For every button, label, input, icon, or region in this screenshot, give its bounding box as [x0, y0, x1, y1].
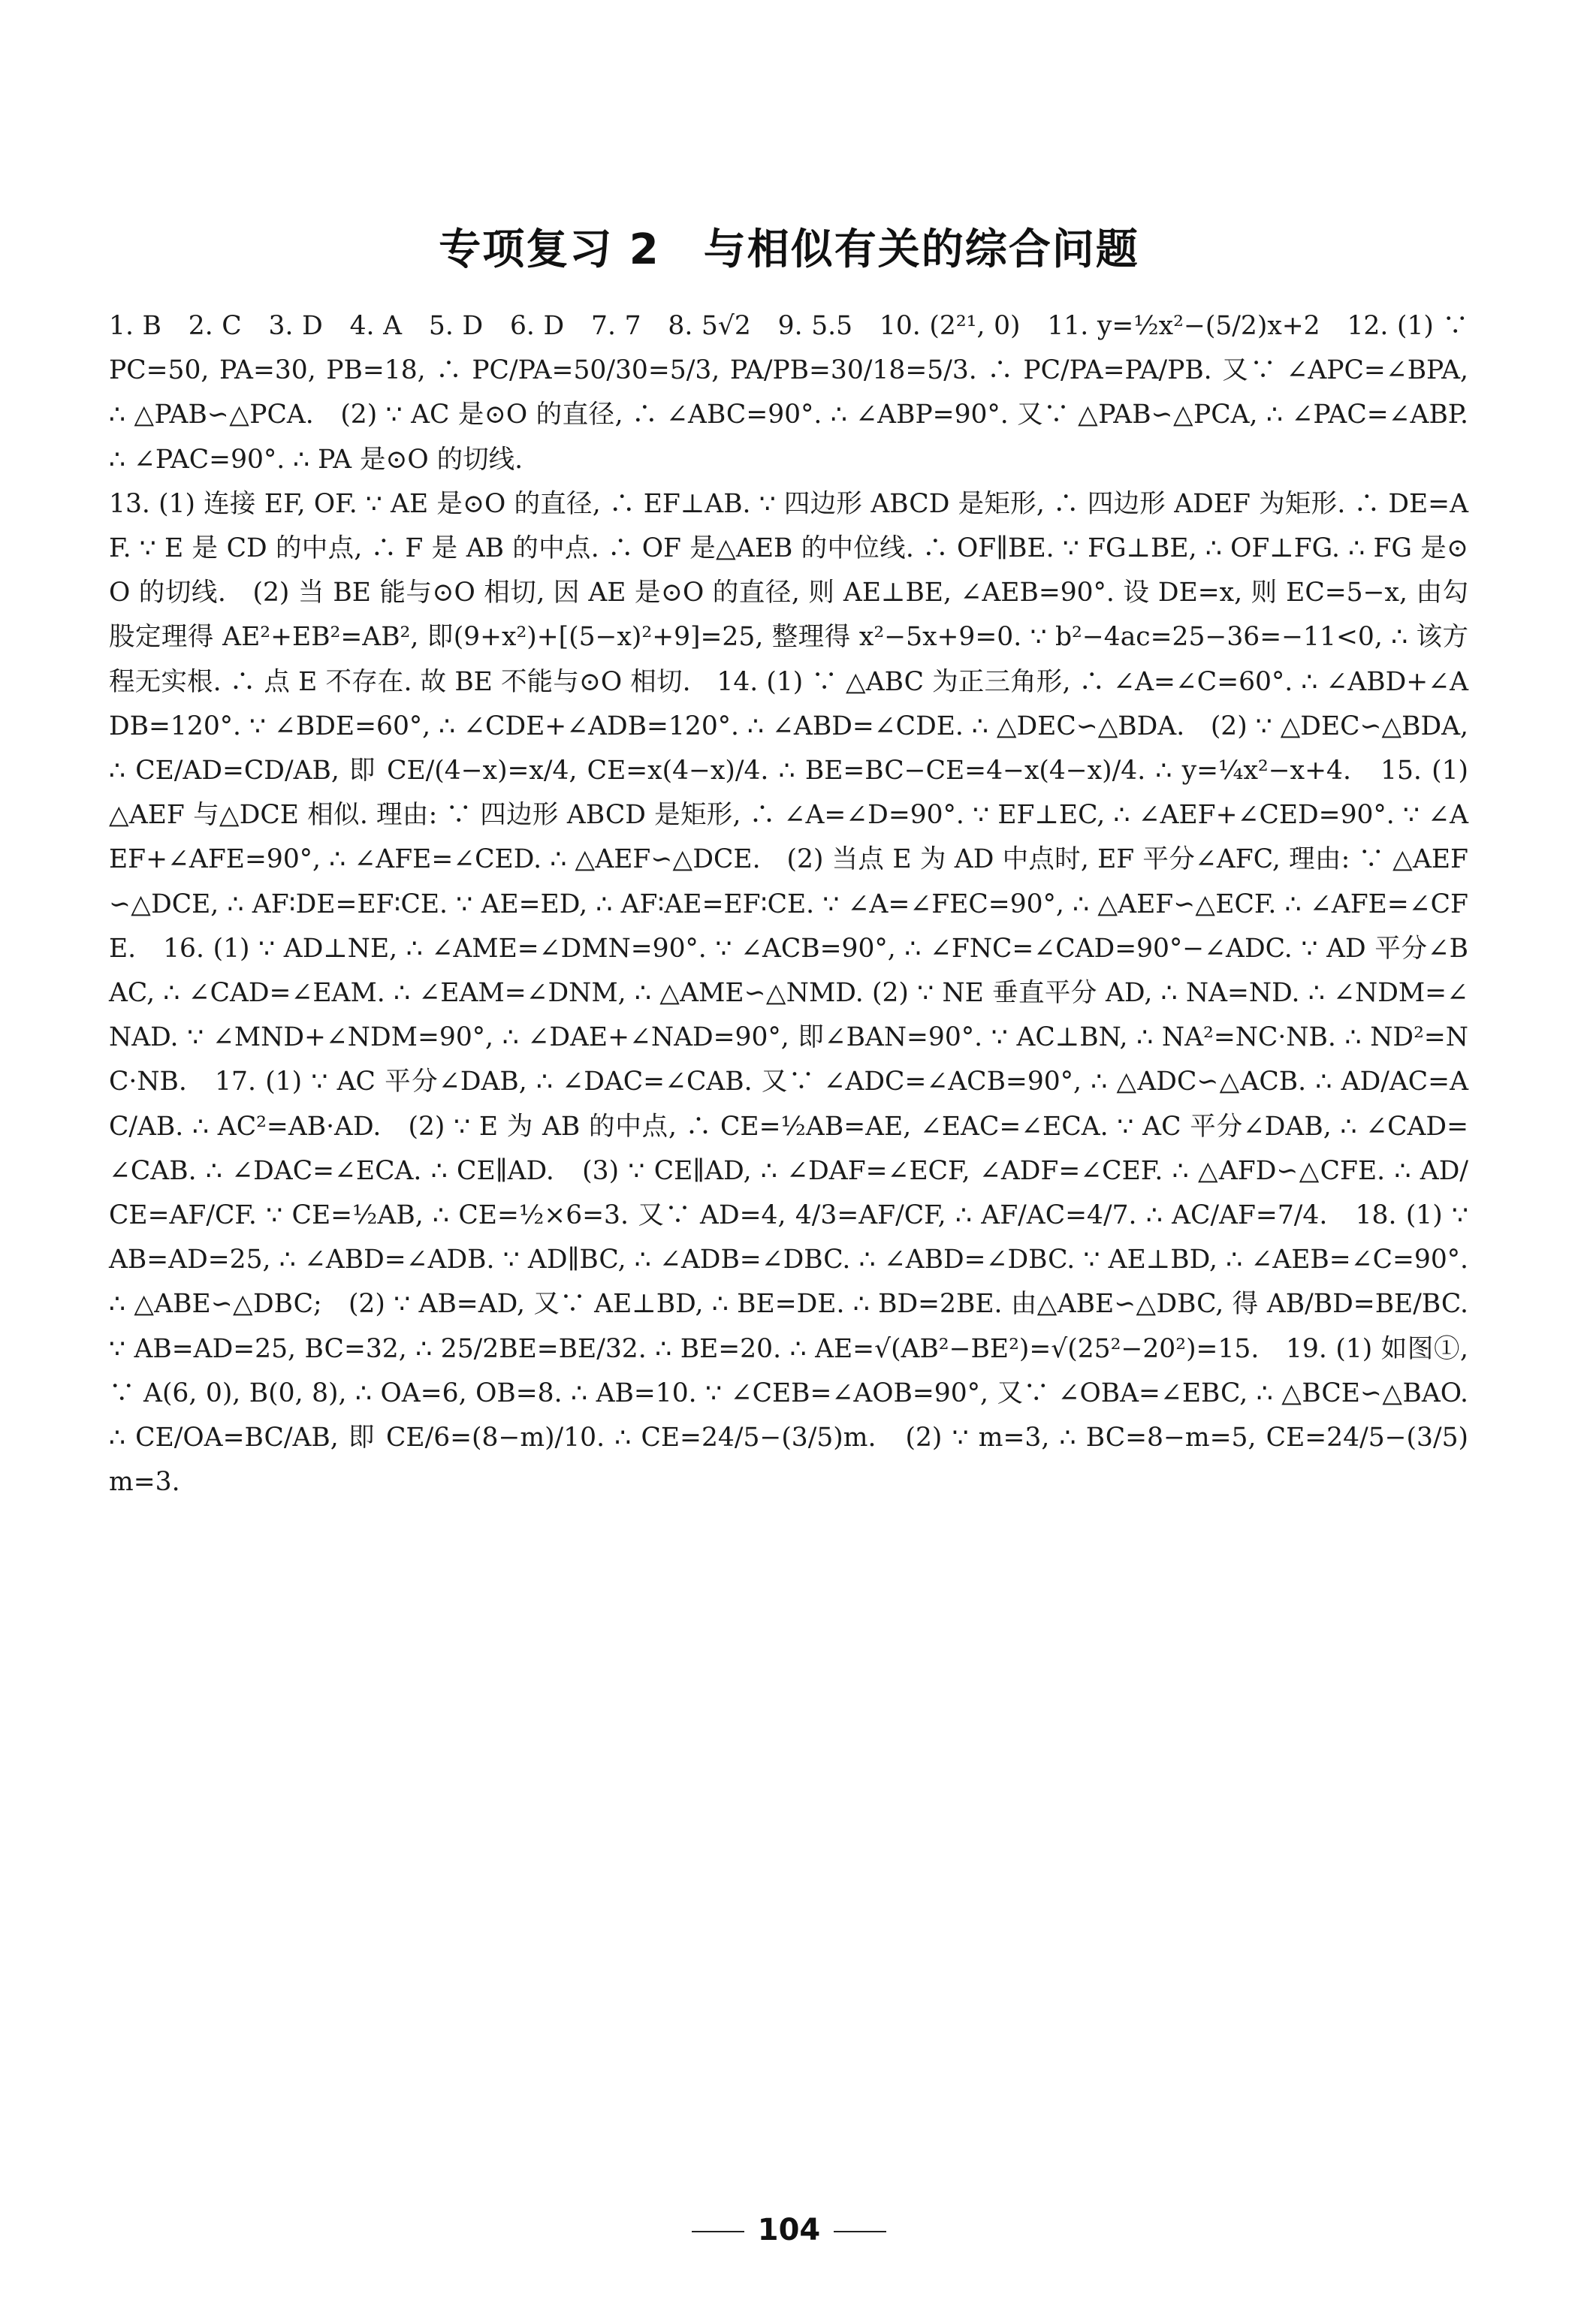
footer-dash-left — [692, 2231, 744, 2232]
page-footer — [0, 2213, 1578, 2247]
answer-body — [109, 304, 1468, 1505]
page-number: 104 — [757, 2213, 821, 2247]
page-title: 专项复习 2 与相似有关的综合问题 — [439, 225, 1139, 274]
answer-paragraph-1: 1. B 2. C 3. D 4. A 5. D 6. D 7. 7 8. 5√2 9. 5.5 10. (2²¹, 0) 11. y=½x²−(5/2)x+2 12. (1) ∵ PC=50, PA=30, PB=18, ∴ PC/PA=50/30=5/3, PA/PB=30/18=5/3. ∴ PC/PA=PA/PB. 又∵ ∠APC=∠BPA, ∴ △PAB∽△PCA. (2) ∵ AC 是⊙O 的直径, ∴ ∠ABC=90°. ∴ ∠ABP=90°. 又∵ △PAB∽△PCA, ∴ ∠PAC=∠ABP. ∴ ∠PAC=90°. ∴ PA 是⊙O 的切线. — [109, 311, 1468, 475]
footer-dash-right — [834, 2231, 886, 2232]
answer-paragraph-2: 13. (1) 连接 EF, OF. ∵ AE 是⊙O 的直径, ∴ EF⊥AB. ∵ 四边形 ABCD 是矩形, ∴ 四边形 ADEF 为矩形. ∴ DE=AF. ∵ E 是 CD 的中点, ∴ F 是 AB 的中点. ∴ OF 是△AEB 的中位线. ∴ OF∥BE. ∵ FG⊥BE, ∴ OF⊥FG. ∴ FG 是⊙O 的切线. (2) 当 BE 能与⊙O 相切, 因 AE 是⊙O 的直径, 则 AE⊥BE, ∠AEB=90°. 设 DE=x, 则 EC=5−x, 由勾股定理得 AE²+EB²=AB², 即(9+x²)+[(5−x)²+9]=25, 整理得 x²−5x+9=0. ∵ b²−4ac=25−36=−11<0, ∴ 该方程无实根. ∴ 点 E 不存在. 故 BE 不能与⊙O 相切. 14. (1) ∵ △ABC 为正三角形, ∴ ∠A=∠C=60°. ∴ ∠ABD+∠ADB=120°. ∵ ∠BDE=60°, ∴ ∠CDE+∠ADB=120°. ∴ ∠ABD=∠CDE. ∴ △DEC∽△BDA. (2) ∵ △DEC∽△BDA, ∴ CE/AD=CD/AB, 即 CE/(4−x)=x/4, CE=x(4−x)/4. ∴ BE=BC−CE=4−x(4−x)/4. ∴ y=¼x²−x+4. 15. (1) △AEF 与△DCE 相似. 理由: ∵ 四边形 ABCD 是矩形, ∴ ∠A=∠D=90°. ∵ EF⊥EC, ∴ ∠AEF+∠CED=90°. ∵ ∠AEF+∠AFE=90°, ∴ ∠AFE=∠CED. ∴ △AEF∽△DCE. (2) 当点 E 为 AD 中点时, EF 平分∠AFC, 理由: ∵ △AEF∽△DCE, ∴ AF∶DE=EF∶CE. ∵ AE=ED, ∴ AF∶AE=EF∶CE. ∵ ∠A=∠FEC=90°, ∴ △AEF∽△ECF. ∴ ∠AFE=∠CFE. 16. (1) ∵ AD⊥NE, ∴ ∠AME=∠DMN=90°. ∵ ∠ACB=90°, ∴ ∠FNC=∠CAD=90°−∠ADC. ∵ AD 平分∠BAC, ∴ ∠CAD=∠EAM. ∴ ∠EAM=∠DNM, ∴ △AME∽△NMD. (2) ∵ NE 垂直平分 AD, ∴ NA=ND. ∴ ∠NDM=∠NAD. ∵ ∠MND+∠NDM=90°, ∴ ∠DAE+∠NAD=90°, 即∠BAN=90°. ∵ AC⊥BN, ∴ NA²=NC·NB. ∴ ND²=NC·NB. 17. (1) ∵ AC 平分∠DAB, ∴ ∠DAC=∠CAB. 又∵ ∠ADC=∠ACB=90°, ∴ △ADC∽△ACB. ∴ AD/AC=AC/AB. ∴ AC²=AB·AD. (2) ∵ E 为 AB 的中点, ∴ CE=½AB=AE, ∠EAC=∠ECA. ∵ AC 平分∠DAB, ∴ ∠CAD=∠CAB. ∴ ∠DAC=∠ECA. ∴ CE∥AD. (3) ∵ CE∥AD, ∴ ∠DAF=∠ECF, ∠ADF=∠CEF. ∴ △AFD∽△CFE. ∴ AD/CE=AF/CF. ∵ CE=½AB, ∴ CE=½×6=3. 又∵ AD=4, 4/3=AF/CF, ∴ AF/AC=4/7. ∴ AC/AF=7/4. 18. (1) ∵ AB=AD=25, ∴ ∠ABD=∠ADB. ∵ AD∥BC, ∴ ∠ADB=∠DBC. ∴ ∠ABD=∠DBC. ∵ AE⊥BD, ∴ ∠AEB=∠C=90°. ∴ △ABE∽△DBC; (2) ∵ AB=AD, 又∵ AE⊥BD, ∴ BE=DE. ∴ BD=2BE. 由△ABE∽△DBC, 得 AB/BD=BE/BC. ∵ AB=AD=25, BC=32, ∴ 25/2BE=BE/32. ∴ BE=20. ∴ AE=√(AB²−BE²)=√(25²−20²)=15. 19. (1) 如图①, ∵ A(6, 0), B(0, 8), ∴ OA=6, OB=8. ∴ AB=10. ∵ ∠CEB=∠AOB=90°, 又∵ ∠OBA=∠EBC, ∴ △BCE∽△BAO. ∴ CE/OA=BC/AB, 即 CE/6=(8−m)/10. ∴ CE=24/5−(3/5)m. (2) ∵ m=3, ∴ BC=8−m=5, CE=24/5−(3/5)m=3. — [109, 488, 1468, 1498]
